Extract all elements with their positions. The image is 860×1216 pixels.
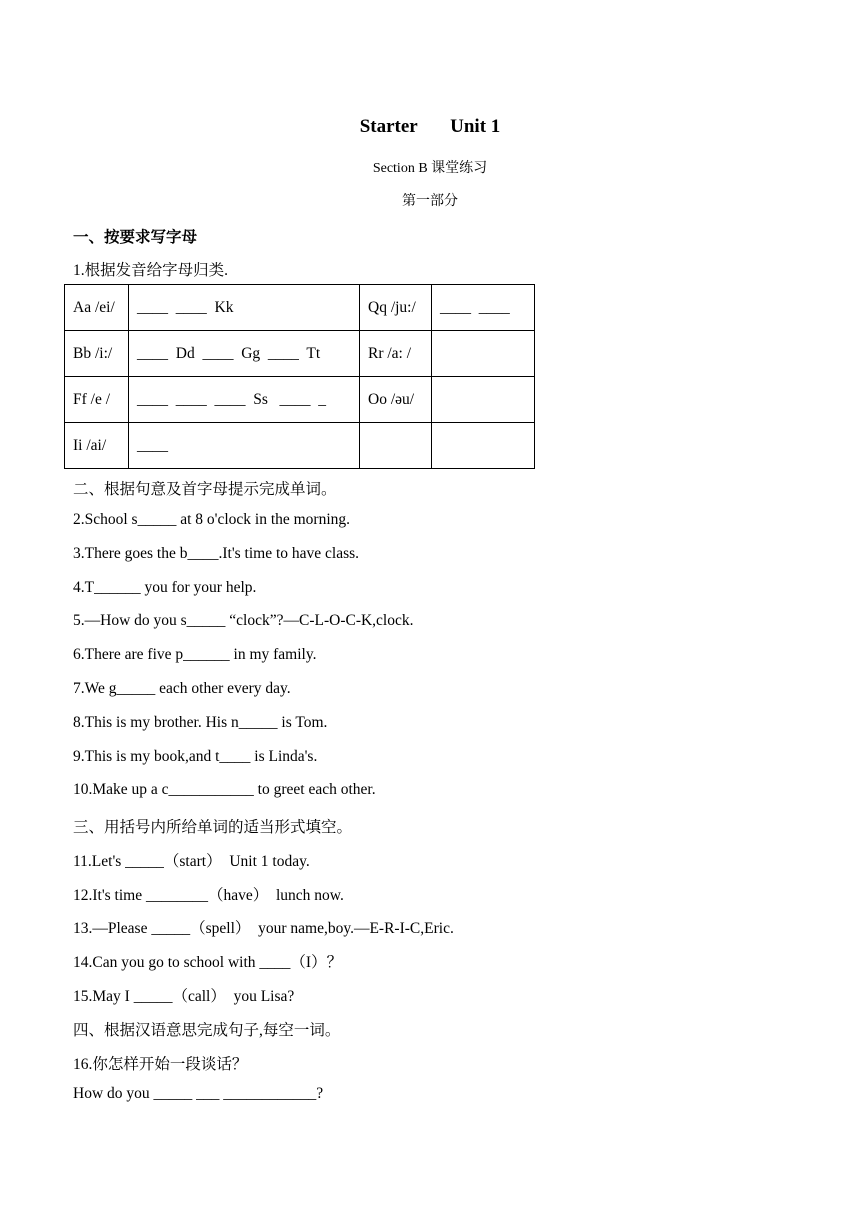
question-2: 2.School s_____ at 8 o'clock in the morning. <box>73 511 351 528</box>
question-16: 16.你怎样开始一段谈话？ <box>73 1056 248 1073</box>
table-cell: ____ Dd ____ Gg ____ Tt <box>129 331 360 377</box>
table-cell: Ii /ai/ <box>65 423 129 469</box>
question-16-answer-line: How do you _____ ___ ____________? <box>73 1085 324 1102</box>
question-9: 9.This is my book,and t____ is Linda's. <box>73 748 318 765</box>
table-cell: Rr /a: / <box>360 331 432 377</box>
page-title <box>0 116 860 138</box>
section2-heading: 二、根据句意及首字母提示完成单词。 <box>73 481 337 498</box>
table-cell: ____ <box>129 423 360 469</box>
table-cell: Bb /i:/ <box>65 331 129 377</box>
table-cell <box>432 423 535 469</box>
table-cell: ____ ____ <box>432 285 535 331</box>
question-15: 15.May I _____（call） you Lisa? <box>73 988 295 1005</box>
subtitle: Section B 课堂练习 <box>372 161 488 176</box>
table-cell <box>432 331 535 377</box>
question-1: 1.根据发音给字母归类. <box>73 262 229 279</box>
question-4: 4.T______ you for your help. <box>73 579 257 596</box>
question-13: 13.—Please _____（spell） your name,boy.—E-R-I-C,Eric. <box>73 920 454 937</box>
section4-heading: 四、根据汉语意思完成句子,每空一词。 <box>73 1022 341 1039</box>
table-cell: Oo /əu/ <box>360 377 432 423</box>
title-starter: Starter <box>359 116 418 137</box>
question-12: 12.It's time ________（have） lunch now. <box>73 887 344 904</box>
title-unit: Unit 1 <box>450 116 501 137</box>
table-cell <box>432 377 535 423</box>
question-5: 5.—How do you s_____ “clock”?—C-L-O-C-K,clock. <box>73 612 414 629</box>
question-11: 11.Let's _____（start） Unit 1 today. <box>73 853 310 870</box>
question-14: 14.Can you go to school with ____（I）？ <box>73 954 343 971</box>
table-row <box>65 377 535 423</box>
table-cell: Qq /ju:/ <box>360 285 432 331</box>
table-cell: ____ ____ Kk <box>129 285 360 331</box>
table-cell <box>360 423 432 469</box>
table-cell: ____ ____ ____ Ss ____ _ <box>129 377 360 423</box>
table-cell: Aa /ei/ <box>65 285 129 331</box>
question-8: 8.This is my brother. His n_____ is Tom. <box>73 714 328 731</box>
part-label: 第一部分 <box>402 194 458 209</box>
table-row <box>65 285 535 331</box>
question-7: 7.We g_____ each other every day. <box>73 680 291 697</box>
section1-heading: 一、按要求写字母 <box>73 229 198 246</box>
question-6: 6.There are five p______ in my family. <box>73 646 317 663</box>
table-row <box>65 331 535 377</box>
table-cell: Ff /e / <box>65 377 129 423</box>
section3-heading: 三、用括号内所给单词的适当形式填空。 <box>73 819 353 836</box>
table-row <box>65 423 535 469</box>
question-10: 10.Make up a c___________ to greet each other. <box>73 781 376 798</box>
letter-sound-table <box>64 284 535 469</box>
question-3: 3.There goes the b____.It's time to have class. <box>73 545 360 562</box>
